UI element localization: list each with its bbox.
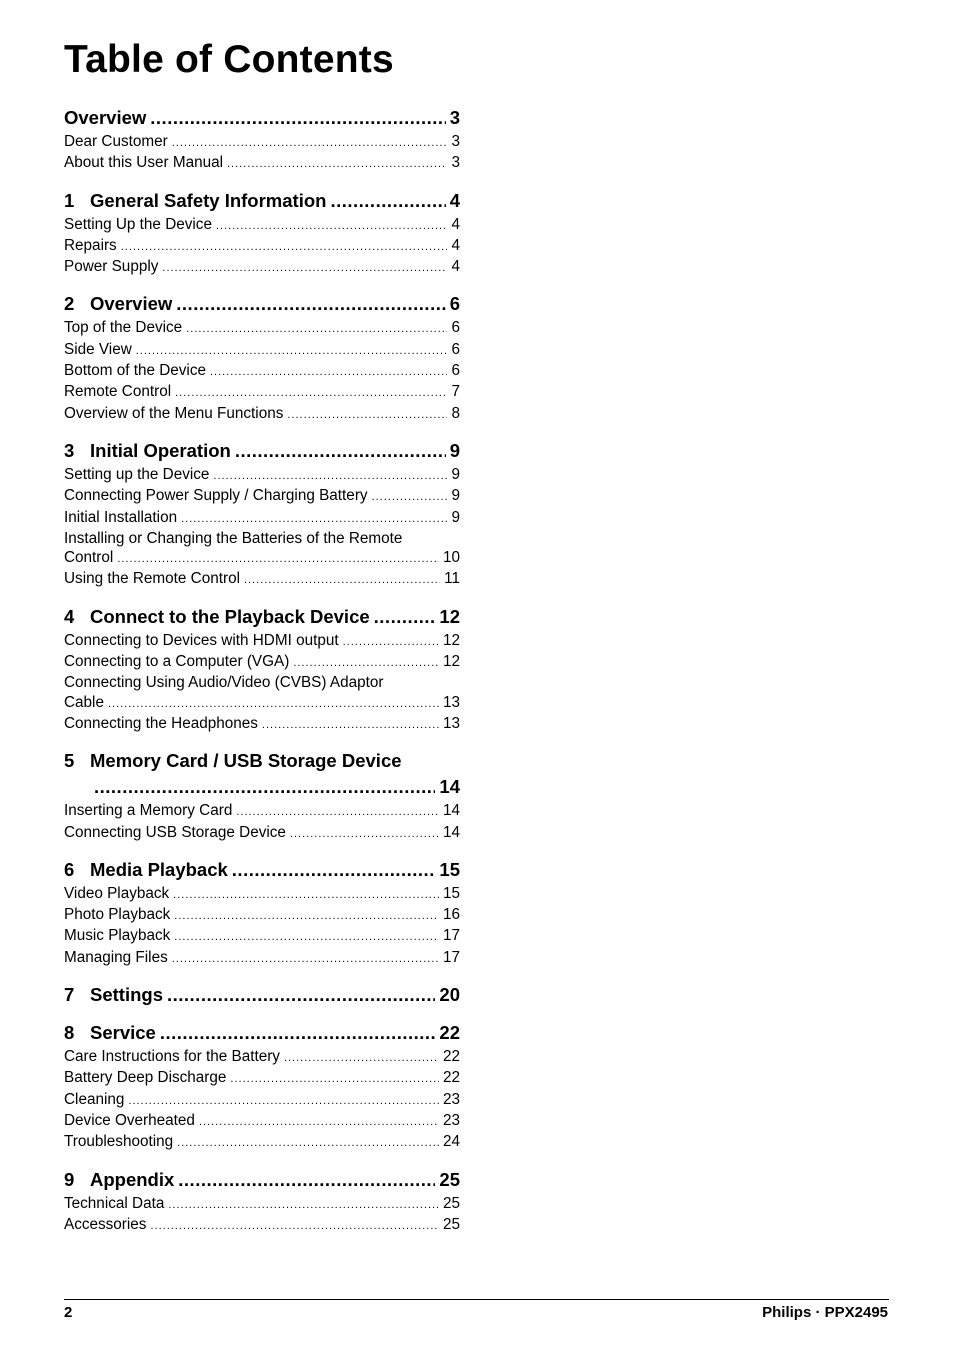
toc-entry[interactable] <box>64 236 460 257</box>
entry-page-number: 12 <box>442 653 460 671</box>
entry-page-number: 4 <box>451 215 460 233</box>
entry-label: Inserting a Memory Card <box>64 802 233 820</box>
dot-leader <box>235 439 446 463</box>
entry-page-number: 4 <box>451 236 460 254</box>
section-number: 7 <box>64 984 75 1006</box>
section-page-number: 6 <box>449 293 460 315</box>
section-title: Media Playback <box>90 858 228 880</box>
section-title: Overview <box>64 107 147 128</box>
section-heading-label <box>64 106 146 130</box>
table-of-contents <box>64 106 460 1250</box>
entry-label: Accessories <box>64 1215 147 1233</box>
dot-leader <box>210 363 447 382</box>
toc-entry[interactable] <box>64 948 460 969</box>
dot-leader <box>176 292 445 316</box>
dot-leader <box>162 259 447 278</box>
entry-label: Bottom of the Device <box>64 362 206 380</box>
dot-leader <box>174 907 439 926</box>
entry-page-number: 11 <box>444 570 460 588</box>
entry-label: Device Overheated <box>64 1111 195 1129</box>
toc-entry[interactable] <box>64 823 460 844</box>
entry-page-number: 25 <box>442 1215 460 1233</box>
toc-section <box>64 292 460 424</box>
section-title: Memory Card / USB Storage Device <box>90 750 402 772</box>
toc-entry[interactable] <box>64 132 460 153</box>
toc-entry[interactable] <box>64 926 460 947</box>
entry-page-number: 6 <box>451 340 460 358</box>
toc-section-heading[interactable] <box>64 983 460 1007</box>
section-number: 3 <box>64 439 75 461</box>
dot-leader <box>343 633 439 652</box>
section-title: Initial Operation <box>90 439 231 461</box>
entry-label: Side View <box>64 340 132 358</box>
section-page-number: 15 <box>439 858 460 880</box>
toc-entry[interactable] <box>64 1194 460 1215</box>
entry-label: About this User Manual <box>64 154 223 172</box>
toc-entry[interactable] <box>64 905 460 926</box>
entry-label: Initial Installation <box>64 508 178 526</box>
section-page-number: 22 <box>439 1022 460 1044</box>
toc-entry[interactable] <box>64 569 460 590</box>
entry-page-number: 4 <box>451 258 460 276</box>
toc-entry[interactable] <box>64 1132 460 1153</box>
dot-leader <box>174 928 439 947</box>
entry-page-number: 3 <box>451 154 460 172</box>
section-page-number: 3 <box>449 107 460 128</box>
dot-leader <box>244 571 440 590</box>
toc-entry[interactable] <box>64 215 460 236</box>
entry-label: Overview of the Menu Functions <box>64 404 284 422</box>
product-name: Philips · PPX2495 <box>762 1304 888 1321</box>
dot-leader <box>372 488 448 507</box>
entry-label: Connecting USB Storage Device <box>64 823 286 841</box>
dot-leader <box>168 1196 439 1215</box>
toc-section-heading[interactable] <box>64 106 460 130</box>
toc-section <box>64 1168 460 1237</box>
toc-entry[interactable] <box>64 257 460 278</box>
section-title: Overview <box>90 293 173 315</box>
entry-label: Technical Data <box>64 1194 165 1212</box>
toc-entry[interactable] <box>64 801 460 822</box>
toc-section-heading[interactable] <box>64 292 460 316</box>
section-heading-label <box>64 292 172 316</box>
entry-label: Connecting the Headphones <box>64 714 258 732</box>
entry-label: Battery Deep Discharge <box>64 1069 227 1087</box>
entry-label: Care Instructions for the Battery <box>64 1048 280 1066</box>
section-heading-label <box>64 1021 156 1045</box>
section-number: 2 <box>64 293 75 315</box>
dot-leader <box>287 406 447 425</box>
entry-page-number: 6 <box>451 362 460 380</box>
dot-leader <box>284 1049 439 1068</box>
section-title: Service <box>90 1022 156 1044</box>
dot-leader <box>227 155 447 174</box>
toc-entry[interactable] <box>64 486 460 507</box>
dot-leader <box>94 775 435 799</box>
section-heading-label <box>64 983 163 1007</box>
toc-entry-label-line[interactable]: Installing or Changing the Batteries of the Remote <box>64 529 403 547</box>
dot-leader <box>172 134 448 153</box>
section-number: 4 <box>64 605 75 627</box>
entry-label: Managing Files <box>64 948 168 966</box>
section-heading-label <box>64 605 370 629</box>
dot-leader <box>136 342 448 361</box>
page-number: 2 <box>64 1304 73 1321</box>
section-title: Settings <box>90 984 163 1006</box>
entry-label: Dear Customer <box>64 133 168 150</box>
entry-page-number: 23 <box>442 1090 460 1108</box>
toc-section <box>64 858 460 969</box>
entry-page-number: 12 <box>442 631 460 649</box>
toc-entry[interactable] <box>64 508 460 529</box>
dot-leader <box>230 1070 439 1089</box>
toc-section-heading[interactable] <box>64 605 460 629</box>
entry-page-number: 16 <box>442 906 460 924</box>
dot-leader <box>232 858 436 882</box>
section-page-number: 20 <box>439 984 460 1006</box>
dot-leader <box>236 803 439 822</box>
dot-leader <box>216 217 448 236</box>
entry-label: Top of the Device <box>64 319 183 337</box>
section-page-number: 9 <box>449 439 460 461</box>
section-heading-label <box>64 439 231 463</box>
entry-page-number: 9 <box>451 487 460 505</box>
toc-entry-label-line[interactable]: Connecting Using Audio/Video (CVBS) Adaptor <box>64 674 384 692</box>
entry-page-number: 9 <box>451 508 460 526</box>
toc-entry[interactable] <box>64 465 460 486</box>
entry-page-number: 25 <box>442 1194 460 1212</box>
entry-label: Connecting to a Computer (VGA) <box>64 653 290 671</box>
entry-page-number: 14 <box>442 823 460 841</box>
toc-entry[interactable] <box>64 1215 460 1236</box>
dot-leader <box>117 550 439 569</box>
toc-entry[interactable] <box>64 340 460 361</box>
toc-section <box>64 605 460 735</box>
section-heading-label <box>64 189 326 213</box>
section-heading-label <box>64 1168 174 1192</box>
entry-label: Troubleshooting <box>64 1133 174 1151</box>
section-number: 9 <box>64 1168 75 1190</box>
dot-leader <box>173 886 439 905</box>
toc-entry[interactable] <box>64 404 460 425</box>
entry-page-number: 7 <box>451 383 460 401</box>
dot-leader <box>213 467 447 486</box>
entry-label: Setting Up the Device <box>64 215 212 233</box>
dot-leader <box>199 1113 439 1132</box>
entry-page-number: 23 <box>442 1111 460 1129</box>
entry-page-number: 13 <box>442 693 460 711</box>
section-number: 5 <box>64 750 75 772</box>
toc-entry[interactable] <box>64 318 460 339</box>
dot-leader <box>330 189 445 213</box>
dot-leader <box>181 510 447 529</box>
page-title: Table of Contents <box>64 38 394 81</box>
section-page-number: 12 <box>439 605 460 627</box>
toc-entry[interactable] <box>64 693 460 714</box>
toc-section <box>64 749 460 844</box>
footer-divider <box>64 1299 889 1300</box>
toc-section-heading-continued[interactable] <box>64 775 460 799</box>
entry-label: Power Supply <box>64 258 159 276</box>
dot-leader <box>175 384 447 403</box>
section-page-number: 4 <box>449 189 460 211</box>
dot-leader <box>374 605 436 629</box>
dot-leader <box>121 238 448 257</box>
dot-leader <box>186 320 447 339</box>
toc-section-heading[interactable] <box>64 749 460 773</box>
section-heading-label <box>64 858 228 882</box>
entry-page-number: 17 <box>442 927 460 945</box>
entry-label: Video Playback <box>64 884 170 902</box>
entry-label: Setting up the Device <box>64 465 210 483</box>
toc-section-heading[interactable] <box>64 1168 460 1192</box>
toc-entry[interactable] <box>64 1068 460 1089</box>
entry-label: Repairs <box>64 236 117 254</box>
section-title: Appendix <box>90 1168 175 1190</box>
dot-leader <box>177 1134 439 1153</box>
entry-label: Music Playback <box>64 927 171 945</box>
entry-page-number: 9 <box>451 465 460 483</box>
entry-page-number: 15 <box>442 884 460 902</box>
toc-section <box>64 1021 460 1153</box>
entry-page-number: 24 <box>442 1133 460 1151</box>
entry-label: Control <box>64 549 114 567</box>
entry-page-number: 14 <box>442 802 460 820</box>
section-number: 8 <box>64 1022 75 1044</box>
toc-section <box>64 189 460 279</box>
dot-leader <box>150 1217 439 1236</box>
dot-leader <box>262 716 439 735</box>
entry-label: Cleaning <box>64 1090 125 1108</box>
entry-page-number: 13 <box>442 714 460 732</box>
toc-section-heading[interactable] <box>64 858 460 882</box>
entry-label: Remote Control <box>64 383 172 401</box>
dot-leader <box>172 950 439 969</box>
entry-page-number: 8 <box>451 404 460 422</box>
toc-section <box>64 439 460 591</box>
entry-label: Connecting Power Supply / Charging Battery <box>64 487 368 505</box>
entry-page-number: 3 <box>451 133 460 150</box>
dot-leader <box>178 1168 435 1192</box>
toc-entry[interactable] <box>64 652 460 673</box>
toc-entry[interactable] <box>64 1111 460 1132</box>
toc-entry[interactable] <box>64 382 460 403</box>
dot-leader <box>167 983 435 1007</box>
entry-page-number: 10 <box>442 549 460 567</box>
dot-leader <box>290 825 439 844</box>
toc-entry[interactable] <box>64 361 460 382</box>
toc-entry[interactable] <box>64 884 460 905</box>
toc-entry[interactable] <box>64 631 460 652</box>
dot-leader <box>128 1092 439 1111</box>
entry-label: Cable <box>64 693 104 711</box>
section-title: General Safety Information <box>90 189 327 211</box>
toc-section-heading[interactable] <box>64 1021 460 1045</box>
toc-section-heading[interactable] <box>64 439 460 463</box>
section-page-number: 25 <box>439 1168 460 1190</box>
toc-entry[interactable] <box>64 548 460 569</box>
toc-entry[interactable] <box>64 1090 460 1111</box>
entry-page-number: 22 <box>442 1069 460 1087</box>
entry-page-number: 17 <box>442 948 460 966</box>
section-number: 1 <box>64 189 75 211</box>
entry-label: Photo Playback <box>64 906 171 924</box>
entry-label: Using the Remote Control <box>64 570 240 588</box>
dot-leader <box>293 654 439 673</box>
entry-page-number: 22 <box>442 1048 460 1066</box>
toc-section <box>64 106 460 175</box>
entry-page-number: 6 <box>451 319 460 337</box>
toc-section <box>64 983 460 1007</box>
toc-entry[interactable] <box>64 153 460 174</box>
dot-leader <box>160 1021 436 1045</box>
section-title: Connect to the Playback Device <box>90 605 370 627</box>
section-page-number: 14 <box>439 776 460 798</box>
section-number: 6 <box>64 858 75 880</box>
toc-entry[interactable] <box>64 1047 460 1068</box>
entry-label: Connecting to Devices with HDMI output <box>64 631 339 649</box>
dot-leader <box>108 695 439 714</box>
toc-section-heading[interactable] <box>64 189 460 213</box>
toc-entry[interactable] <box>64 714 460 735</box>
dot-leader <box>150 106 445 130</box>
